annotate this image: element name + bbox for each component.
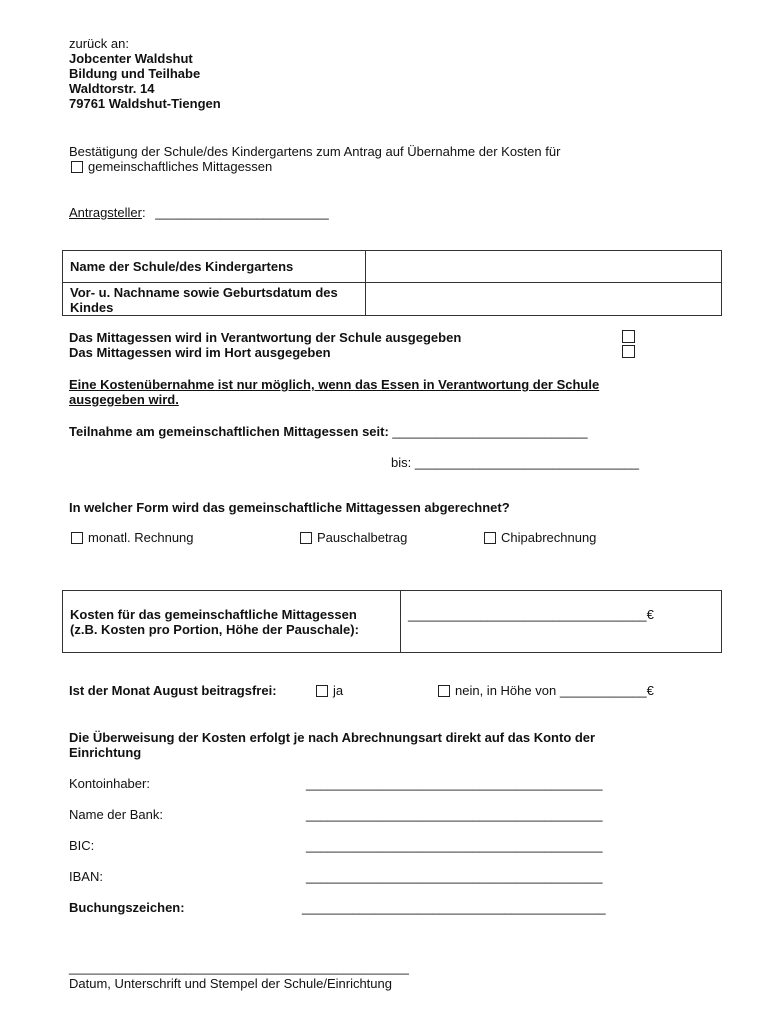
august-no-checkbox[interactable] — [438, 685, 450, 697]
school-child-table — [62, 250, 722, 316]
applicant-field[interactable]: ________________________ — [155, 205, 329, 220]
participation-until — [391, 455, 639, 470]
lunch-option-label: gemeinschaftliches Mittagessen — [88, 159, 273, 174]
august-no-option[interactable] — [438, 683, 654, 698]
lunch-school-checkbox[interactable] — [622, 330, 635, 343]
applicant-label: Antragsteller — [69, 205, 142, 220]
since-label: Teilnahme am gemeinschaftlichen Mittagessen seit: — [69, 424, 389, 439]
flat-checkbox[interactable] — [300, 532, 312, 544]
participation-since — [69, 424, 588, 439]
billing-question: In welcher Form wird das gemeinschaftliche Mittagessen abgerechnet? — [69, 500, 510, 515]
billing-option-flat[interactable] — [300, 530, 407, 545]
since-field[interactable]: ___________________________ — [392, 424, 588, 439]
august-currency: € — [646, 683, 654, 698]
account-holder-label: Kontoinhaber: — [69, 776, 150, 791]
address-intro: zurück an: — [69, 36, 129, 51]
address-line-2: Bildung und Teilhabe — [69, 66, 201, 81]
billing-option-monthly[interactable] — [71, 530, 194, 545]
address-block — [69, 36, 221, 111]
august-yes-label: ja — [333, 683, 344, 698]
transfer-heading: Die Überweisung der Kosten erfolgt je nach Abrechnungsart direkt auf das Konto der Einrichtung — [69, 730, 596, 760]
billing-option-chip[interactable] — [484, 530, 596, 545]
lunch-school-label: Das Mittagessen wird in Verantwortung der Schule ausgegeben — [69, 330, 462, 345]
lunch-checkbox[interactable] — [71, 161, 83, 173]
flat-label: Pauschalbetrag — [317, 530, 408, 545]
booking-label: Buchungszeichen: — [69, 900, 185, 915]
address-line-1: Jobcenter Waldshut — [69, 51, 193, 66]
account-holder-field[interactable]: _________________________________________ — [306, 776, 603, 791]
child-name-field[interactable] — [366, 283, 722, 316]
applicant-colon: : — [141, 205, 146, 220]
signature-line[interactable]: _______________________________________________ — [69, 960, 409, 975]
costs-table — [62, 590, 722, 653]
until-field[interactable]: _______________________________ — [414, 455, 639, 470]
confirmation-text: Bestätigung der Schule/des Kindergartens zum Antrag auf Übernahme der Kosten für — [69, 144, 561, 159]
address-line-3: Waldtorstr. 14 — [69, 81, 155, 96]
bank-name-label: Name der Bank: — [69, 807, 163, 822]
chip-label: Chipabrechnung — [501, 530, 597, 545]
applicant-row — [69, 205, 329, 220]
signature-caption: Datum, Unterschrift und Stempel der Schule/Einrichtung — [69, 976, 392, 991]
bank-name-field[interactable]: _________________________________________ — [306, 807, 603, 822]
lunch-hort-label: Das Mittagessen wird im Hort ausgegeben — [69, 345, 331, 360]
costs-label-line-1: Kosten für das gemeinschaftliche Mittagessen — [70, 607, 357, 622]
bic-label: BIC: — [69, 838, 95, 853]
iban-label: IBAN: — [69, 869, 103, 884]
costs-field[interactable] — [401, 591, 722, 653]
august-amount-field[interactable]: ____________ — [559, 683, 647, 698]
august-yes-option[interactable] — [316, 683, 343, 698]
costs-currency: € — [646, 607, 654, 622]
costs-line[interactable]: _________________________________ — [408, 607, 647, 622]
booking-field[interactable]: __________________________________________ — [302, 900, 606, 915]
monthly-checkbox[interactable] — [71, 532, 83, 544]
lunch-option[interactable] — [71, 159, 272, 174]
school-name-field[interactable] — [366, 251, 722, 283]
monthly-label: monatl. Rechnung — [88, 530, 194, 545]
address-line-4: 79761 Waldshut-Tiengen — [69, 96, 221, 111]
august-no-label: nein, in Höhe von — [455, 683, 557, 698]
august-question: Ist der Monat August beitragsfrei: — [69, 683, 277, 698]
school-name-label: Name der Schule/des Kindergartens — [63, 251, 366, 283]
lunch-hort-checkbox[interactable] — [622, 345, 635, 358]
chip-checkbox[interactable] — [484, 532, 496, 544]
until-label: bis: — [391, 455, 412, 470]
iban-field[interactable]: _________________________________________ — [306, 869, 603, 884]
august-yes-checkbox[interactable] — [316, 685, 328, 697]
child-name-label: Vor- u. Nachname sowie Geburtsdatum des Kindes — [63, 283, 366, 316]
cost-notice: Eine Kostenübernahme ist nur möglich, wenn das Essen in Verantwortung der Schule ausgegeben wird. — [69, 377, 600, 407]
bic-field[interactable]: _________________________________________ — [306, 838, 603, 853]
costs-label — [63, 591, 401, 653]
costs-label-line-2: (z.B. Kosten pro Portion, Höhe der Pauschale): — [70, 622, 359, 637]
